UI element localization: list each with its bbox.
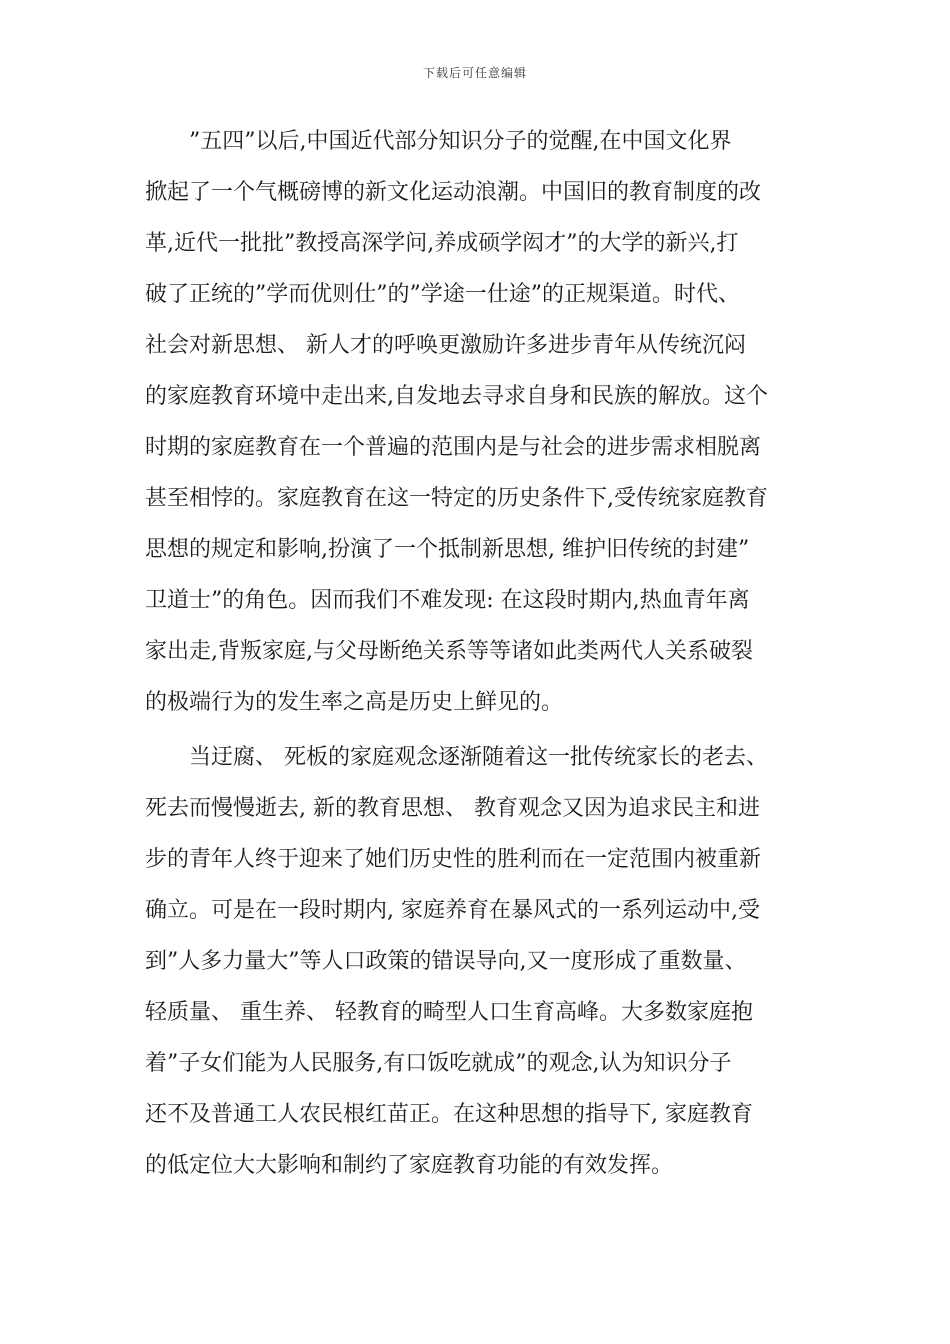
text-line: 家出走,背叛家庭,与父母断绝关系等等诸如此类两代人关系破裂 [145, 639, 753, 664]
text-line: 时期的家庭教育在一个普遍的范围内是与社会的进步需求相脱离 [145, 435, 762, 460]
text-line: 到”人多力量大”等人口政策的错误导向,又一度形成了重数量、 [145, 949, 747, 974]
paragraph-2 [145, 732, 815, 1191]
text-line: 当迂腐、 死板的家庭观念逐渐随着这一批传统家长的老去、 [145, 745, 768, 770]
text-line: 还不及普通工人农民根红苗正。在这种思想的指导下, 家庭教育 [145, 1102, 753, 1127]
document-body [145, 116, 815, 1191]
text-line: 的低定位大大影响和制约了家庭教育功能的有效发挥。 [145, 1153, 674, 1178]
text-line: 死去而慢慢逝去, 新的教育思想、 教育观念又因为追求民主和进 [145, 796, 760, 821]
text-line: 确立。可是在一段时期内, 家庭养育在暴风式的一系列运动中,受 [145, 898, 760, 923]
text-line: 轻质量、 重生养、 轻教育的畸型人口生育高峰。大多数家庭抱 [145, 1000, 753, 1025]
paragraph-1 [145, 116, 815, 728]
text-line: 步的青年人终于迎来了她们历史性的胜利而在一定范围内被重新 [145, 847, 762, 872]
text-line: 掀起了一个气概磅博的新文化运动浪潮。中国旧的教育制度的改 [145, 180, 762, 205]
text-line: 思想的规定和影响,扮演了一个抵制新思想, 维护旧传统的封建” [145, 537, 750, 562]
text-line: 着”子女们能为人民服务,有口饭吃就成”的观念,认为知识分子 [145, 1051, 732, 1076]
page-header: 下载后可任意编辑 [422, 66, 527, 80]
text-line: 破了正统的”学而优则仕”的”学途一仕途”的正规渠道。时代、 [145, 282, 740, 307]
text-line: ”五四”以后,中国近代部分知识分子的觉醒,在中国文化界 [145, 129, 732, 154]
text-line: 的极端行为的发生率之高是历史上鲜见的。 [145, 690, 564, 715]
text-line: 卫道士”的角色。因而我们不难发现: 在这段时期内,热血青年离 [145, 588, 750, 613]
text-line: 革,近代一批批”教授高深学问,养成硕学闳才”的大学的新兴,打 [145, 231, 739, 256]
text-line: 的家庭教育环境中走出来,自发地去寻求自身和民族的解放。这个 [145, 384, 768, 409]
text-line: 社会对新思想、 新人才的呼唤更激励许多进步青年从传统沉闷 [145, 333, 746, 358]
text-line: 甚至相悖的。家庭教育在这一特定的历史条件下,受传统家庭教育 [145, 486, 768, 511]
